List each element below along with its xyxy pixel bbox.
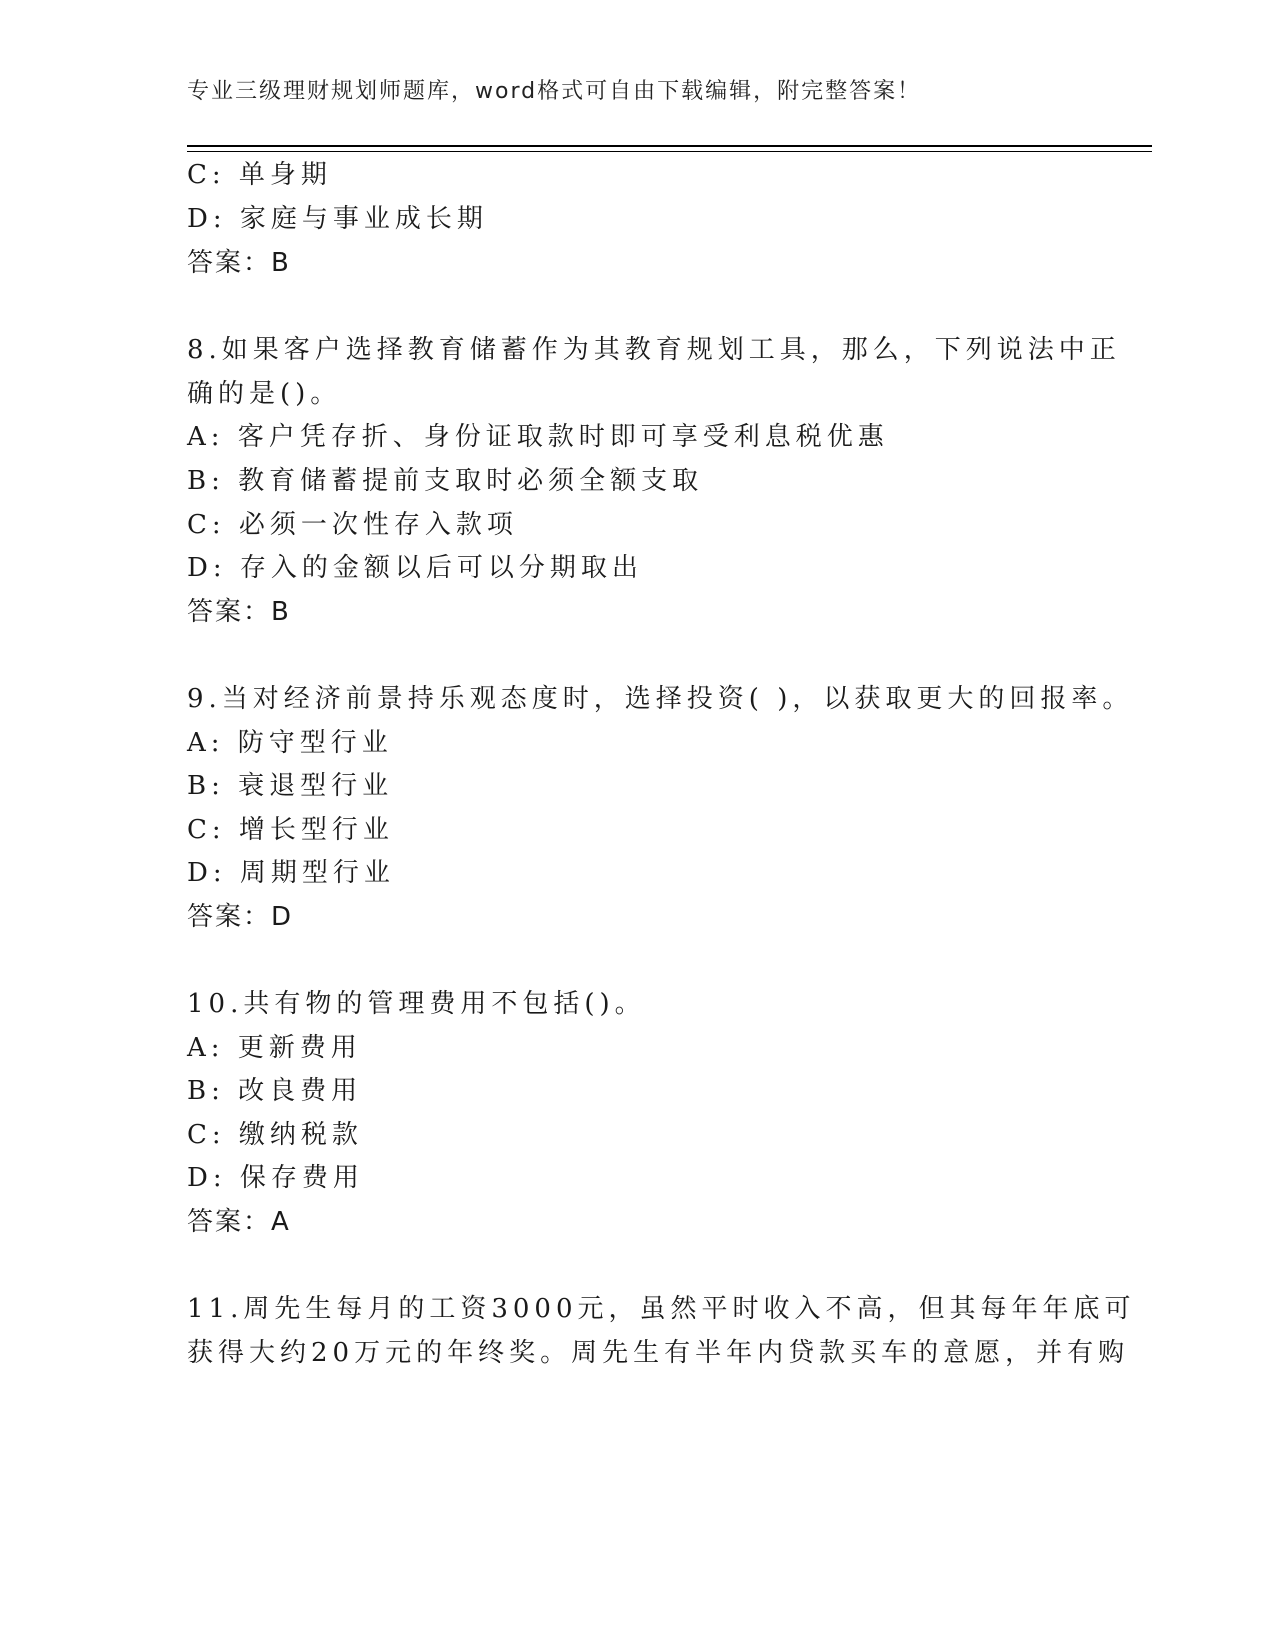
question-stem: 11.周先生每月的工资3000元，虽然平时收入不高，但其每年年底可 — [187, 1294, 1136, 1324]
option-d: D: 家庭与事业成长期 — [187, 204, 488, 234]
option-a: A: 防守型行业 — [187, 728, 393, 758]
option-d: D: 保存费用 — [187, 1163, 364, 1193]
question-stem: 10.共有物的管理费用不包括()。 — [187, 989, 646, 1019]
option-c: C: 增长型行业 — [187, 815, 394, 845]
option-b: B: 教育储蓄提前支取时必须全额支取 — [187, 466, 704, 496]
option-c: C: 单身期 — [187, 160, 332, 190]
option-a: A: 更新费用 — [187, 1033, 362, 1063]
answer-line: 答案：A — [187, 1207, 291, 1237]
option-c: C: 必须一次性存入款项 — [187, 510, 518, 540]
question-stem: 8.如果客户选择教育储蓄作为其教育规划工具，那么，下列说法中正 — [187, 335, 1121, 365]
option-d: D: 存入的金额以后可以分期取出 — [187, 553, 643, 583]
answer-line: 答案：B — [187, 248, 291, 278]
question-stem-cont: 确的是()。 — [187, 379, 342, 409]
question-stem: 9.当对经济前景持乐观态度时，选择投资( )，以获取更大的回报率。 — [187, 684, 1134, 714]
answer-line: 答案：B — [187, 597, 291, 627]
header-rule-thick — [187, 145, 1152, 147]
header-rule-thin — [187, 151, 1152, 152]
option-b: B: 改良费用 — [187, 1076, 363, 1106]
answer-line: 答案：D — [187, 902, 294, 932]
question-stem-cont: 获得大约20万元的年终奖。周先生有半年内贷款买车的意愿，并有购 — [187, 1338, 1130, 1368]
option-a: A: 客户凭存折、身份证取款时即可享受利息税优惠 — [187, 422, 889, 452]
option-c: C: 缴纳税款 — [187, 1120, 363, 1150]
option-d: D: 周期型行业 — [187, 858, 395, 888]
page-header: 专业三级理财规划师题库，word格式可自由下载编辑，附完整答案！ — [187, 79, 922, 104]
option-b: B: 衰退型行业 — [187, 771, 394, 801]
